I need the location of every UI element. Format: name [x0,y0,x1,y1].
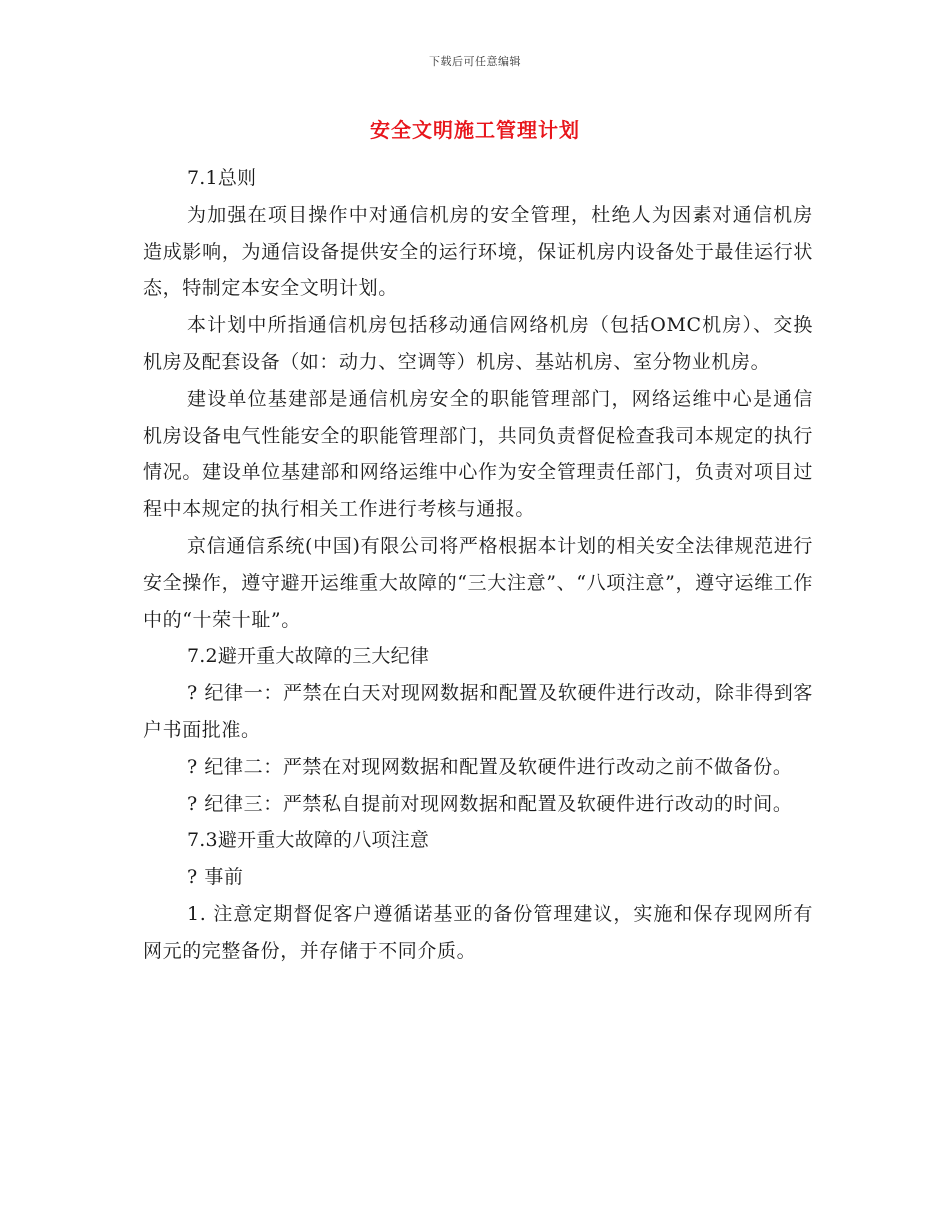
attention-item-1: 1. 注意定期督促客户遵循诺基亚的备份管理建议，实施和保存现网所有网元的完整备份，并存储于不同介质。 [143,902,813,962]
discipline-item-3: ? 纪律三：严禁私自提前对现网数据和配置及软硬件进行改动的时间。 [187,792,793,815]
paragraph-compliance: 京信通信系统(中国)有限公司将严格根据本计划的相关安全法律规范进行安全操作，遵守避开运维重大故障的“三大注意”、“八项注意”，遵守运维工作中的“十荣十耻”。 [143,534,813,631]
document-body [143,160,813,970]
paragraph-purpose: 为加强在项目操作中对通信机房的安全管理，杜绝人为因素对通信机房造成影响，为通信设备提供安全的运行环境，保证机房内设备处于最佳运行状态，特制定本安全文明计划。 [143,203,813,300]
subheading-before: ? 事前 [187,866,244,889]
section-heading-7-1: 7.1总则 [187,167,257,189]
discipline-item-2: ? 纪律二：严禁在对现网数据和配置及软硬件进行改动之前不做备份。 [187,755,793,778]
paragraph-responsibility: 建设单位基建部是通信机房安全的职能管理部门，网络运维中心是通信机房设备电气性能安全的职能管理部门，共同负责督促检查我司本规定的执行情况。建设单位基建部和网络运维中心作为安全管理责任部门，负责对项目过程中本规定的执行相关工作进行考核与通报。 [143,387,813,521]
discipline-item-1: ? 纪律一：严禁在白天对现网数据和配置及软硬件进行改动，除非得到客户书面批准。 [143,682,813,741]
section-heading-7-3: 7.3避开重大故障的八项注意 [187,829,430,852]
document-title: 安全文明施工管理计划 [370,118,580,142]
header-note: 下载后可任意编辑 [429,55,521,68]
paragraph-scope: 本计划中所指通信机房包括移动通信网络机房（包括OMC机房）、交换机房及配套设备（如：动力、空调等）机房、基站机房、室分物业机房。 [143,314,813,373]
section-heading-7-2: 7.2避开重大故障的三大纪律 [187,645,430,668]
